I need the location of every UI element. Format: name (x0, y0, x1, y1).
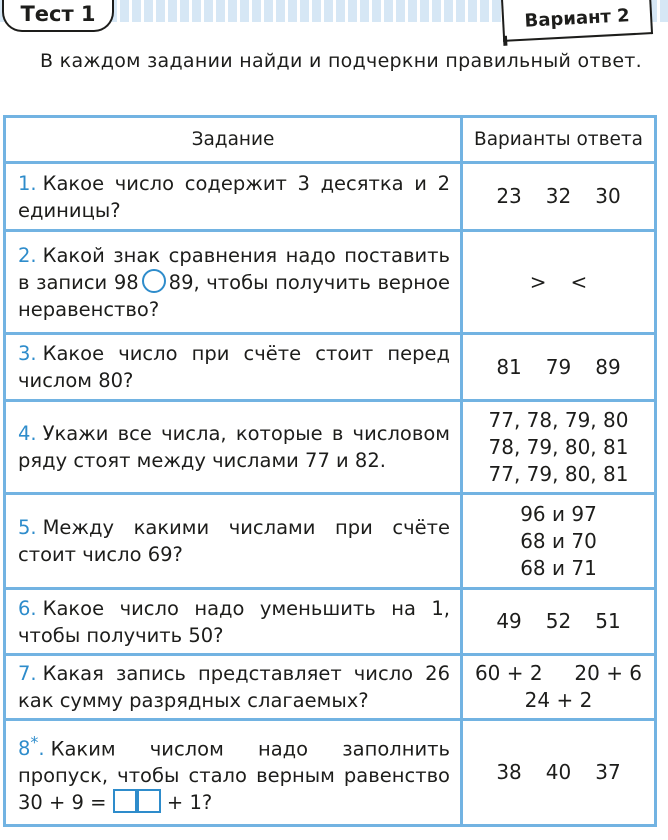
comparison-circle-icon (142, 269, 166, 293)
table-row (5, 589, 656, 655)
answer-option[interactable]: 51 (595, 609, 621, 633)
answer-option[interactable]: 23 (496, 184, 522, 208)
answer-option[interactable]: 32 (545, 184, 572, 208)
task-text: Какое число при счёте стоит перед числом 80? (18, 342, 450, 392)
answer-options (462, 401, 656, 494)
task-number: 5. (18, 516, 37, 539)
task-question (5, 494, 462, 589)
task-number-dot: . (38, 737, 45, 761)
answer-option[interactable]: 52 (545, 609, 572, 633)
task-text-before: Каким числом надо заполнить пропуск, чтобы стало верным равенство 30 + 9 = (18, 737, 450, 815)
answer-option[interactable]: > (529, 269, 547, 294)
task-number: 1. (18, 171, 37, 195)
task-question (5, 163, 462, 231)
task-number: 6. (18, 596, 37, 620)
test-label-text: Тест 1 (20, 2, 96, 26)
table-row (5, 163, 656, 231)
answer-options (462, 494, 656, 589)
star-mark: * (30, 732, 39, 752)
task-text: Между какими числами при счёте стоит число 69? (18, 516, 450, 566)
answer-option[interactable]: 68 и 70 (520, 528, 597, 553)
answer-option[interactable]: 30 (595, 184, 621, 208)
table-row (5, 231, 656, 334)
answer-option[interactable]: 77, 78, 79, 80 (488, 407, 629, 432)
answer-option[interactable]: 78, 79, 80, 81 (488, 434, 629, 459)
answer-options (462, 655, 656, 720)
answer-option[interactable]: 81 (496, 354, 522, 379)
blank-box-icon (137, 789, 161, 813)
task-text: Укажи все числа, которые в числовом ряду стоят между числами 77 и 82. (18, 422, 450, 472)
answer-option[interactable]: 60 + 2 20 + 6 (474, 661, 643, 685)
table-row (5, 655, 656, 720)
task-question (5, 720, 462, 826)
table-row (5, 494, 656, 589)
answer-option[interactable]: 38 (496, 760, 522, 784)
answer-option[interactable]: < (570, 269, 588, 294)
answer-option[interactable]: 96 и 97 (520, 501, 597, 526)
table-row (5, 401, 656, 494)
task-question (5, 655, 462, 720)
task-number: 3. (18, 342, 37, 365)
answer-options (462, 163, 656, 231)
answer-options (462, 589, 656, 655)
answer-options (462, 720, 656, 826)
variant-label-text: Вариант 2 (524, 4, 631, 32)
variant-label (501, 0, 653, 42)
task-number: 2. (18, 243, 37, 267)
task-number (18, 732, 45, 761)
header-task: Задание (5, 117, 462, 163)
answer-option[interactable]: 77, 79, 80, 81 (488, 461, 629, 486)
instruction-text: В каждом задании найди и подчеркни правильный ответ. (40, 50, 643, 72)
table-row (5, 720, 656, 826)
task-question (5, 401, 462, 494)
task-question (5, 231, 462, 334)
task-number: 4. (18, 422, 37, 445)
task-question (5, 589, 462, 655)
task-text-before: Какой знак сравнения надо поставить в записи 98 (18, 243, 450, 294)
test-label (2, 0, 114, 32)
task-question (5, 334, 462, 401)
answer-option[interactable]: 68 и 71 (520, 555, 597, 580)
answer-option[interactable]: 79 (545, 354, 572, 379)
task-text: Какое число содержит 3 десятка и 2 единицы? (18, 171, 450, 222)
answer-option[interactable]: 89 (595, 354, 621, 379)
table-header-row (5, 117, 656, 163)
task-text: Какая запись представляет число 26 как сумму разрядных слагаемых? (18, 662, 450, 712)
tasks-table (3, 115, 657, 827)
answer-option[interactable]: 40 (545, 760, 572, 784)
answer-options (462, 334, 656, 401)
table-row (5, 334, 656, 401)
task-number-digit: 8 (18, 737, 31, 761)
task-number: 7. (18, 662, 37, 685)
task-text-after: + 1? (166, 791, 213, 815)
answer-option[interactable]: 37 (595, 760, 621, 784)
task-text-after: 89, чтобы получить верное неравенство? (18, 270, 450, 321)
answer-options (462, 231, 656, 334)
blank-box-icon (113, 789, 137, 813)
answer-option[interactable]: 24 + 2 (524, 688, 593, 712)
header-answers: Варианты ответа (462, 117, 656, 163)
answer-option[interactable]: 49 (496, 609, 522, 633)
task-text: Какое число надо уменьшить на 1, чтобы получить 50? (18, 596, 450, 647)
